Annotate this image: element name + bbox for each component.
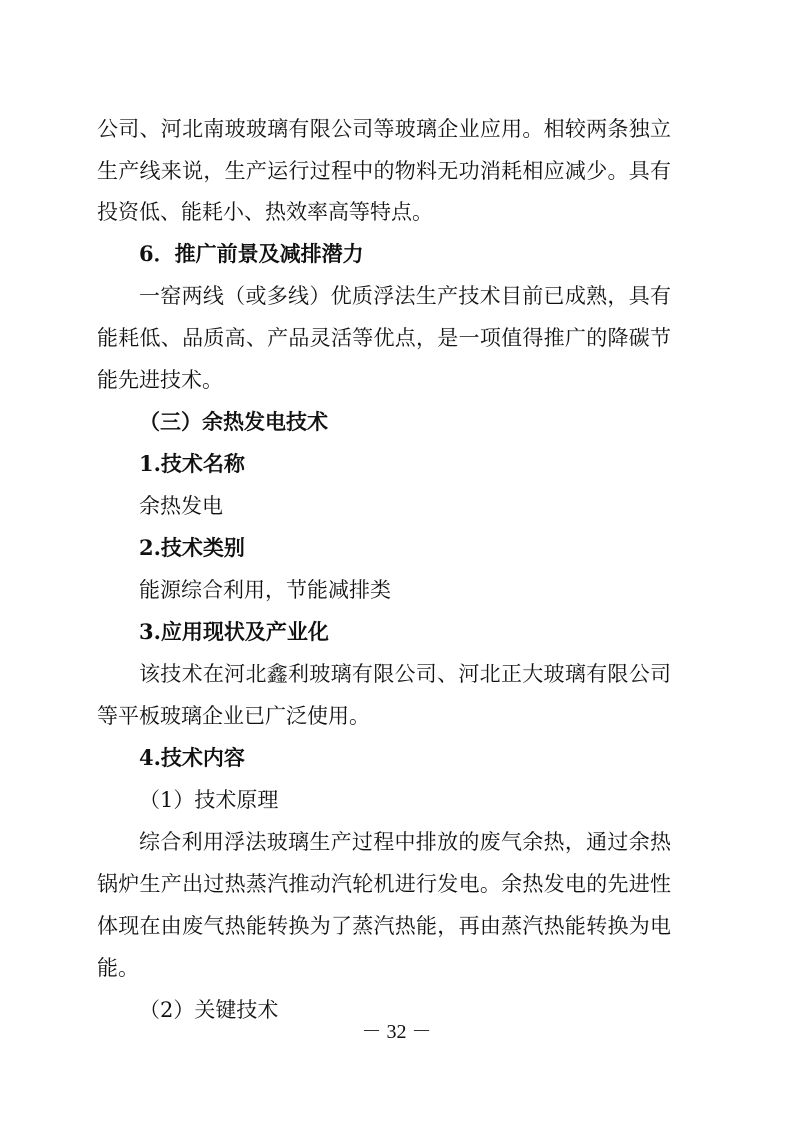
chapter-heading: （三）余热发电技术 bbox=[139, 409, 328, 434]
paragraph-line: 余热发电 bbox=[139, 494, 223, 518]
section-heading: 3.应用现状及产业化 bbox=[139, 619, 329, 644]
section-heading: 4.技术内容 bbox=[139, 745, 245, 770]
paragraph-line: 能先进技术。 bbox=[97, 368, 223, 392]
paragraph-line: 锅炉生产出过热蒸汽推动汽轮机进行发电。余热发电的先进性 bbox=[97, 872, 671, 896]
paragraph-line: 能耗低、品质高、产品灵活等优点，是一项值得推广的降碳节 bbox=[97, 326, 671, 350]
subsection-heading: （1）技术原理 bbox=[139, 788, 279, 812]
subsection-heading: （2）关键技术 bbox=[139, 998, 279, 1022]
paragraph-line: 投资低、能耗小、热效率高等特点。 bbox=[97, 200, 433, 224]
paragraph-line: 该技术在河北鑫利玻璃有限公司、河北正大玻璃有限公司 bbox=[139, 662, 671, 686]
paragraph-line: 公司、河北南玻玻璃有限公司等玻璃企业应用。相较两条独立 bbox=[97, 117, 671, 141]
section-heading: 1.技术名称 bbox=[139, 451, 245, 476]
page-number: － 32 － bbox=[361, 1021, 432, 1043]
paragraph-line: 能源综合利用，节能减排类 bbox=[139, 578, 391, 602]
paragraph-line: 一窑两线（或多线）优质浮法生产技术目前已成熟，具有 bbox=[139, 284, 671, 308]
paragraph-line: 等平板玻璃企业已广泛使用。 bbox=[97, 704, 370, 728]
paragraph-line: 体现在由废气热能转换为了蒸汽热能，再由蒸汽热能转换为电 bbox=[97, 914, 671, 938]
section-heading: 2.技术类别 bbox=[139, 535, 245, 560]
paragraph-line: 能。 bbox=[97, 956, 139, 980]
paragraph-line: 综合利用浮法玻璃生产过程中排放的废气余热，通过余热 bbox=[139, 830, 671, 854]
paragraph-line: 生产线来说，生产运行过程中的物料无功消耗相应减少。具有 bbox=[97, 159, 671, 183]
section-heading: 6．推广前景及减排潜力 bbox=[139, 241, 364, 266]
